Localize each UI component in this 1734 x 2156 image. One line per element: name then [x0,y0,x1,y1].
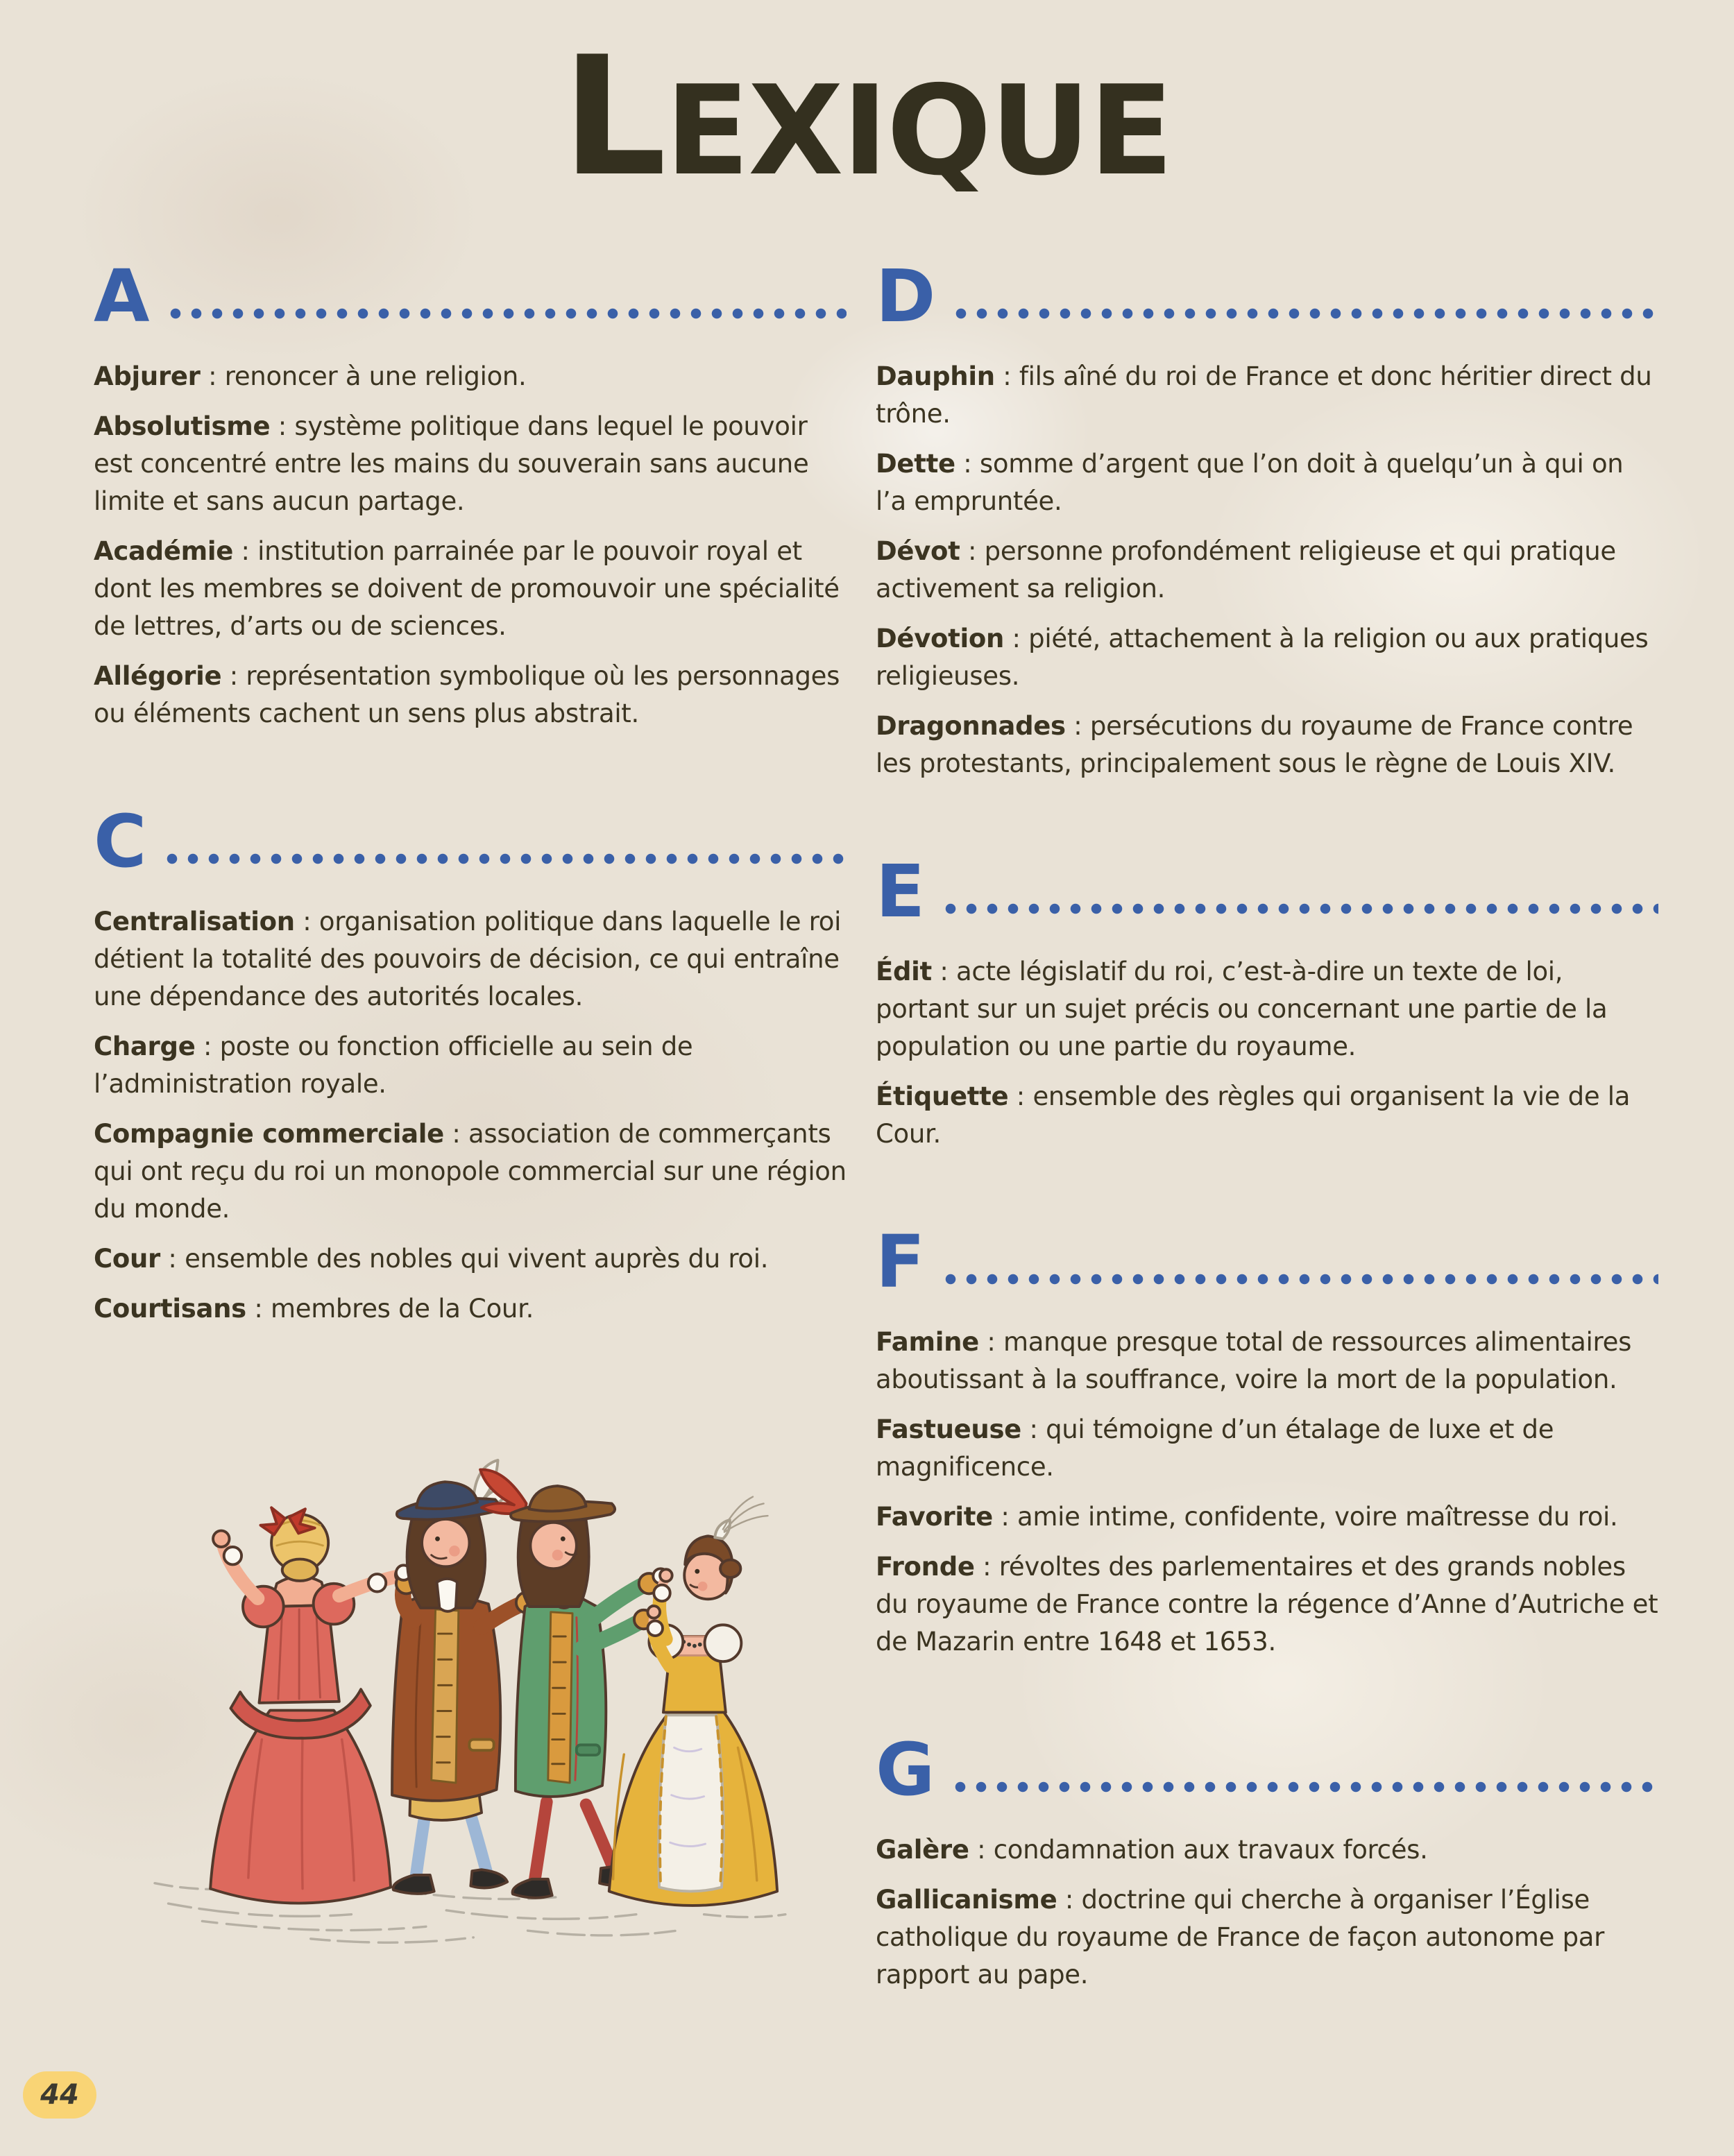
lexicon-entry [876,533,1658,608]
entry-term: Absolutisme [94,411,271,441]
entry-definition: somme d’argent que l’on doit à quelqu’un à qui on l’a empruntée. [876,449,1624,516]
entry-term: Compagnie commerciale [94,1119,444,1149]
separator: : [955,449,980,479]
lexicon-entry [876,1881,1658,1994]
section-letter: E [876,849,926,934]
entry-term: Dévot [876,536,960,566]
entry-term: Dévotion [876,624,1005,653]
lexicon-entry [876,953,1658,1066]
page-title: LEXIQUE [561,21,1173,212]
entry-term: Centralisation [94,907,295,936]
entry-term: Dauphin [876,361,995,391]
separator: : [1021,1414,1046,1444]
entry-term: Académie [94,536,234,566]
lexicon-entry [876,1548,1658,1661]
entry-definition: piété, attachement à la religion ou aux pratiques religieuses. [876,624,1649,691]
dancing-courtiers-illustration [106,1368,800,1965]
section-c [94,771,847,1328]
entry-term: Charge [94,1032,196,1061]
separator: : [200,361,225,391]
separator: : [994,361,1019,391]
entry-term: Dette [876,449,955,479]
section-f [876,1192,1658,1661]
entry-term: Édit [876,957,932,986]
entry-definition: membres de la Cour. [270,1294,534,1324]
dotted-leader [940,902,1658,916]
entry-term: Courtisans [94,1294,246,1324]
section-letter: F [876,1220,926,1305]
entry-term: Abjurer [94,361,201,391]
entry-term: Famine [876,1327,979,1357]
section-d [876,226,1658,782]
lexicon-entry [94,533,847,645]
entry-definition: système politique dans lequel le pouvoir est concentré entre les mains du souverain sans aucune limite et sans aucun partage. [94,411,809,516]
page-number-badge [23,2071,96,2119]
entry-definition: persécutions du royaume de France contre les protestants, principalement sous le règne de Louis XIV. [876,711,1633,778]
dotted-leader [951,307,1658,320]
lexicon-entry [94,1290,847,1328]
lexicon-entry [94,1240,847,1278]
separator: : [931,957,957,986]
dotted-leader [162,852,847,866]
right-column [876,226,1658,2006]
entry-definition: manque presque total de ressources alimentaires aboutissant à la souffrance, voire la mort de la population. [876,1327,1632,1394]
lexicon-entry [876,1831,1658,1869]
section-e [876,821,1658,1153]
entry-term: Dragonnades [876,711,1066,741]
lexicon-entry [94,358,847,395]
entry-definition: association de commerçants qui ont reçu du roi un monopole commercial sur une région du monde. [94,1119,847,1224]
dotted-leader [940,1272,1658,1286]
entry-definition: condamnation aux travaux forcés. [993,1835,1428,1865]
separator: : [160,1244,185,1274]
entry-definition: ensemble des nobles qui vivent auprès du roi. [185,1244,769,1274]
entry-term: Gallicanisme [876,1885,1057,1915]
section-a [94,226,847,733]
separator: : [270,411,295,441]
dancer-yellow-lady [609,1497,777,1906]
separator: : [1057,1885,1082,1915]
entry-term: Fronde [876,1552,975,1582]
entry-term: Fastueuse [876,1414,1021,1444]
entry-definition: fils aîné du roi de France et donc héritier direct du trône. [876,361,1652,429]
lexicon-entry [94,408,847,520]
separator: : [992,1502,1018,1532]
lexicon-entry [876,1411,1658,1486]
dancer-pink-lady [210,1507,410,1903]
separator: : [960,536,985,566]
lexicon-entry [876,620,1658,695]
separator: : [443,1119,469,1149]
section-header [876,226,1658,339]
separator: : [974,1552,999,1582]
section-header [94,771,847,884]
lexicon-entry [94,903,847,1016]
lexicon-entry [876,358,1658,433]
section-letter: D [876,254,936,339]
separator: : [1004,624,1029,653]
left-column [94,226,847,1965]
separator: : [221,661,246,691]
section-letter: C [94,799,147,884]
separator: : [233,536,258,566]
entry-term: Étiquette [876,1081,1009,1111]
section-letter: G [876,1727,935,1813]
entry-definition: poste ou fonction officielle au sein de l’administration royale. [94,1032,693,1099]
lexicon-entry [876,1324,1658,1398]
entry-definition: amie intime, confidente, voire maîtresse du roi. [1017,1502,1618,1532]
lexicon-entry [876,1498,1658,1536]
entry-definition: personne profondément religieuse et qui pratique activement sa religion. [876,536,1616,604]
entry-definition: acte législatif du roi, c’est-à-dire un texte de loi, portant sur un sujet précis ou concernant une partie de la population ou une partie du royaume. [876,957,1608,1061]
entry-definition: qui témoigne d’un étalage de luxe et de magnificence. [876,1414,1554,1482]
section-header [876,821,1658,934]
lexicon-entry [876,445,1658,520]
dotted-leader [950,1780,1658,1794]
entry-definition: représentation symbolique où les personnages ou éléments cachent un sens plus abstrait. [94,661,840,728]
section-header [876,1700,1658,1813]
entry-term: Favorite [876,1502,993,1532]
section-letter: A [94,254,150,339]
section-header [876,1192,1658,1305]
lexicon-entry [876,708,1658,782]
lexicon-entry [94,1115,847,1228]
separator: : [294,907,319,936]
separator: : [1008,1081,1033,1111]
separator: : [1065,711,1090,741]
dotted-leader [165,307,847,320]
section-g [876,1700,1658,1994]
lexicon-entry [94,1028,847,1103]
separator: : [978,1327,1004,1357]
entry-definition: doctrine qui cherche à organiser l’Église catholique du royaume de France de façon autonome par rapport au pape. [876,1885,1605,1990]
separator: : [969,1835,994,1865]
entry-definition: révoltes des parlementaires et des grands nobles du royaume de France contre la régence d’Anne d’Autriche et de Mazarin entre 1648 et 1653. [876,1552,1658,1657]
separator: : [195,1032,220,1061]
page-number: 44 [40,2079,79,2111]
entry-definition: institution parrainée par le pouvoir royal et dont les membres se doivent de promouvoir une spécialité de lettres, d’arts ou de sciences. [94,536,840,641]
entry-term: Cour [94,1244,160,1274]
entry-term: Allégorie [94,661,222,691]
lexicon-entry [876,1078,1658,1153]
entry-definition: organisation politique dans laquelle le roi détient la totalité des pouvoirs de décision, ce qui entraîne une dépendance des autorités locales. [94,907,842,1011]
separator: : [246,1294,271,1324]
lexicon-entry [94,658,847,733]
section-header [94,226,847,339]
entry-definition: ensemble des règles qui organisent la vie de la Cour. [876,1081,1631,1149]
entry-term: Galère [876,1835,969,1865]
entry-definition: renoncer à une religion. [224,361,527,391]
